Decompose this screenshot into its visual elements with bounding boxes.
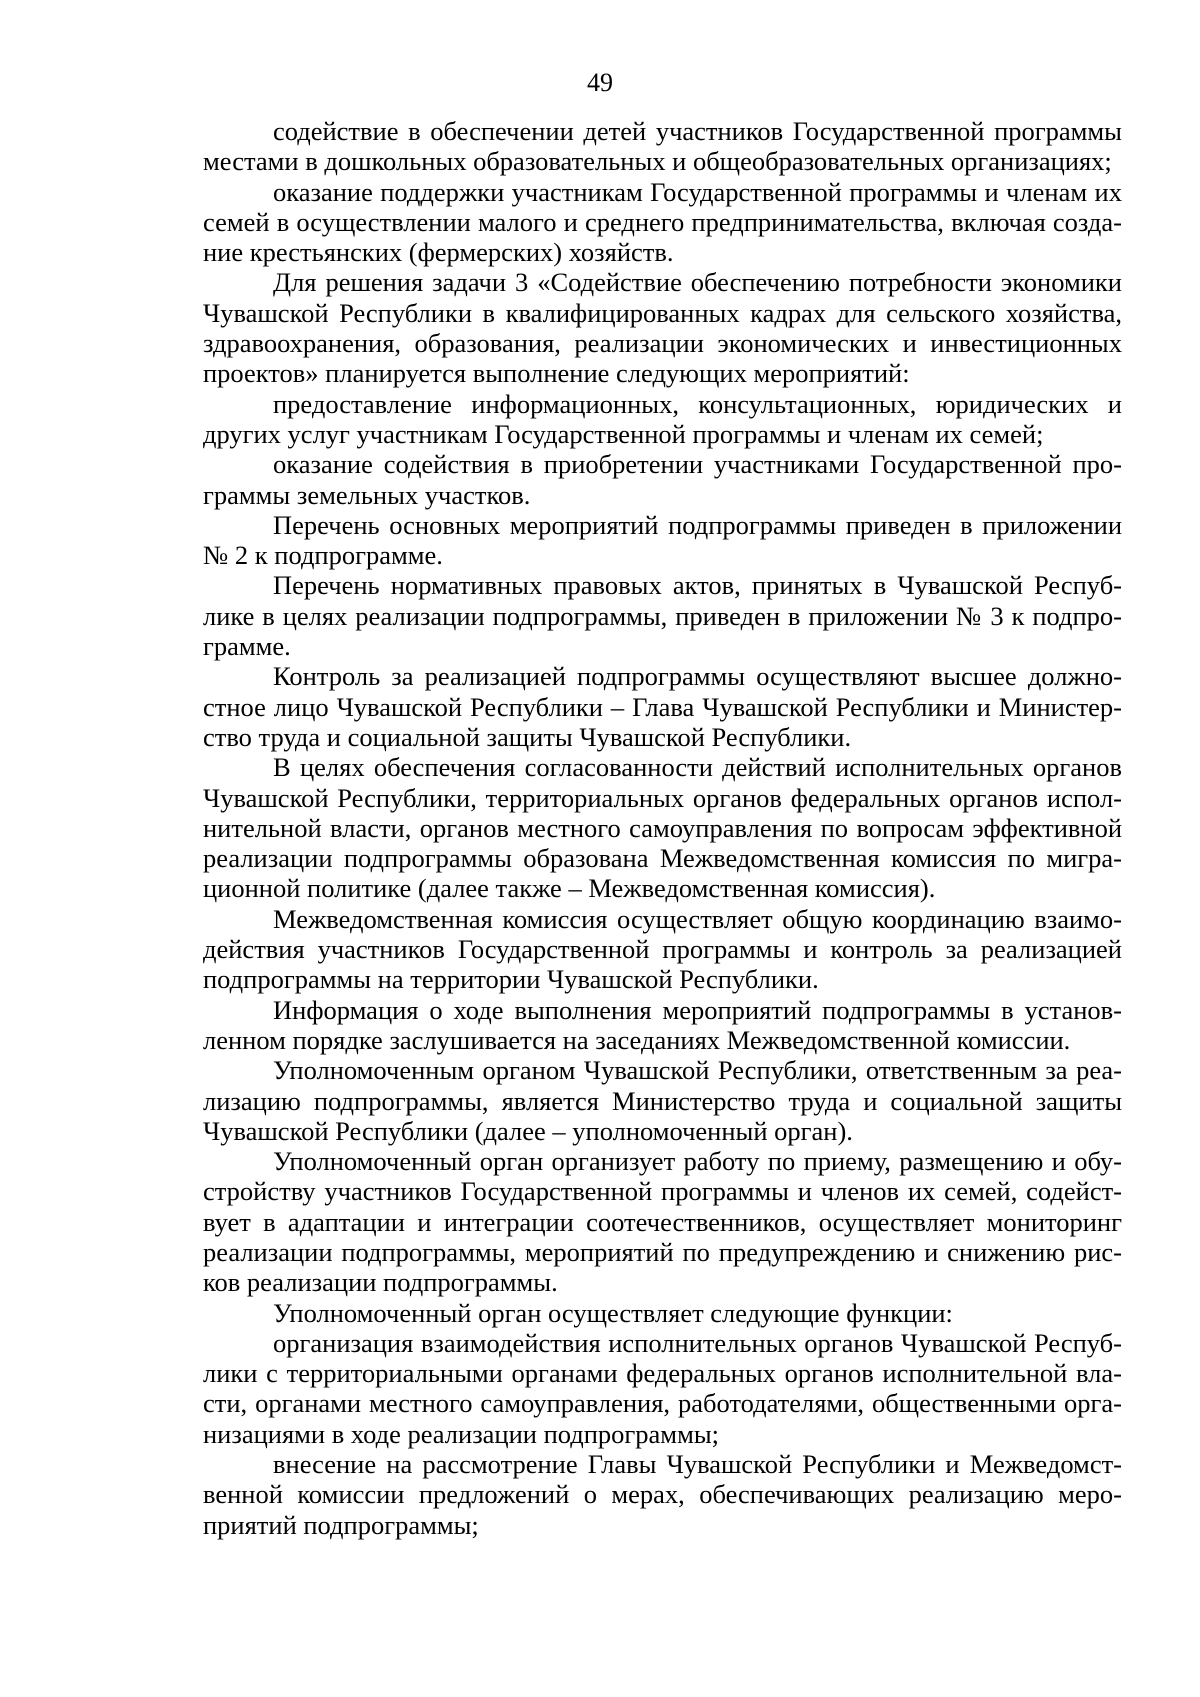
paragraph: организация взаимодействия исполнительных органов Чувашской Республики с территориальными органами федеральных органов исполнительной власти, органами местного самоуправления, работодателями, общественными организациями в ходе реализации подпрограммы; [203,1327,1122,1449]
paragraph: В целях обеспечения согласованности действий исполнительных органов Чувашской Республики, территориальных органов федеральных органов исполнительной власти, органов местного самоуправления по вопросам эффективной реализации подпрограммы образована Межведомственная комиссия по миграционной политике (далее также – Межведомственная комиссия). [203,752,1122,904]
paragraph: Межведомственная комиссия осуществляет общую координацию взаимодействия участников Государственной программы и контроль за реализацией подпрограммы на территории Чувашской Республики. [203,903,1122,995]
paragraph: Перечень основных мероприятий подпрограммы приведен в приложении № 2 к подпрограмме. [203,509,1122,571]
paragraph: внесение на рассмотрение Главы Чувашской Республики и Межведомственной комиссии предложений о мерах, обеспечивающих реализацию мероприятий подпрограммы; [203,1449,1122,1540]
paragraph: Контроль за реализацией подпрограммы осуществляют высшее должностное лицо Чувашской Республики – Глава Чувашской Республики и Министерство труда и социальной защиты Чувашской Республики. [203,661,1122,752]
document-body [203,116,1122,1540]
paragraph: Уполномоченным органом Чувашской Республики, ответственным за реализацию подпрограммы, является Министерство труда и социальной защиты Чувашской Республики (далее – уполномоченный орган). [203,1055,1122,1146]
paragraph: Для решения задачи 3 «Содействие обеспечению потребности экономики Чувашской Республики в квалифицированных кадрах для сельского хозяйства, здравоохранения, образования, реализации экономических и инвестиционных проектов» планируется выполнение следующих мероприятий: [203,267,1122,389]
paragraph: Перечень нормативных правовых актов, принятых в Чувашской Республике в целях реализации подпрограммы, приведен в приложении № 3 к подпрограмме. [203,570,1122,662]
paragraph: Уполномоченный орган осуществляет следующие функции: [273,1297,953,1328]
paragraph: оказание содействия в приобретении участниками Государственной программы земельных участков. [203,449,1122,510]
paragraph: Информация о ходе выполнения мероприятий подпрограммы в установленном порядке заслушивается на заседаниях Межведомственной комиссии. [203,994,1122,1055]
page-number: 49 [587,68,613,97]
paragraph: оказание поддержки участникам Государственной программы и членам их семей в осуществлении малого и среднего предпринимательства, включая создание крестьянских (фермерских) хозяйств. [203,176,1122,268]
paragraph: Уполномоченный орган организует работу по приему, размещению и обустройству участников Государственной программы и членов их семей, содействует в адаптации и интеграции соотечественников, осуществляет мониторинг реализации подпрограммы, мероприятий по предупреждению и снижению рисков реализации подпрограммы. [203,1146,1122,1298]
paragraph: содействие в обеспечении детей участников Государственной программы местами в дошкольных образовательных и общеобразовательных организациях; [203,116,1122,177]
paragraph: предоставление информационных, консультационных, юридических и других услуг участникам Государственной программы и членам их семей; [203,388,1122,449]
